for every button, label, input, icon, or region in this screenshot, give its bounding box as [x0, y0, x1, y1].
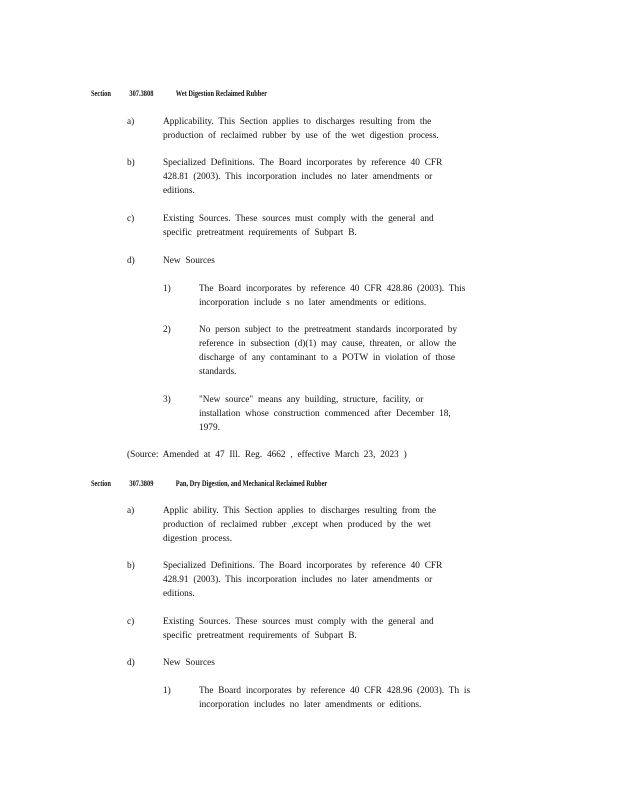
section-heading	[91, 479, 327, 488]
section-title: Pan, Dry Digestion, and Mechanical Reclaimed Rubber	[175, 479, 328, 488]
section-number: 307.3808	[129, 89, 154, 98]
item-marker: b)	[127, 561, 135, 571]
subitem-marker: 3)	[163, 395, 171, 405]
section-label: Section	[91, 479, 111, 488]
item-text: Specialized Definitions. The Board incorporates by reference 40 CFR 428.81 (2003). This incorporation includes no later amendments or editions.	[163, 158, 443, 196]
item-marker: c)	[127, 617, 135, 627]
section-number: 307.3809	[129, 479, 154, 488]
item-text: Existing Sources. These sources must comply with the general and specific pretreatment requirements of Subpart B.	[163, 214, 434, 238]
subitem-marker: 1)	[163, 686, 171, 696]
subitem-text: The Board incorporates by reference 40 CFR 428.86 (2003). This incorporation include s no later amendments or editions.	[199, 284, 466, 308]
item-marker: a)	[127, 506, 135, 516]
item-text: Applic ability. This Section applies to discharges resulting from the production of reclaimed rubber ,except when produced by the wet digestion process.	[163, 506, 437, 544]
item-marker: d)	[127, 658, 135, 668]
item-marker: b)	[127, 158, 135, 168]
section-label: Section	[91, 89, 111, 98]
item-text: Specialized Definitions. The Board incorporates by reference 40 CFR 428.91 (2003). This incorporation includes no later amendments or editions.	[163, 561, 443, 599]
item-text: New Sources	[163, 658, 215, 668]
section-title: Wet Digestion Reclaimed Rubber	[175, 89, 267, 98]
source-note: (Source: Amended at 47 Ill. Reg. 4662 , effective March 23, 2023 )	[127, 450, 407, 460]
subitem-text: No person subject to the pretreatment standards incorporated by reference in subsection (d)(1) may cause, threaten, or allow the discharge of any contaminant to a POTW in violation of those standards.	[199, 325, 458, 377]
section-heading	[91, 89, 267, 98]
subitem-text: The Board incorporates by reference 40 CFR 428.96 (2003). Th is incorporation includes no later amendments or editions.	[199, 686, 471, 710]
item-marker: c)	[127, 214, 135, 224]
subitem-marker: 2)	[163, 325, 171, 335]
item-text: New Sources	[163, 256, 215, 266]
item-text: Existing Sources. These sources must comply with the general and specific pretreatment requirements of Subpart B.	[163, 617, 434, 641]
item-marker: d)	[127, 256, 135, 266]
item-marker: a)	[127, 117, 135, 127]
item-text: Applicability. This Section applies to discharges resulting from the production of reclaimed rubber by use of the wet digestion process.	[163, 117, 439, 141]
subitem-text: "New source" means any building, structure, facility, or installation whose construction commenced after December 18, 1979.	[199, 395, 451, 433]
subitem-marker: 1)	[163, 284, 171, 294]
